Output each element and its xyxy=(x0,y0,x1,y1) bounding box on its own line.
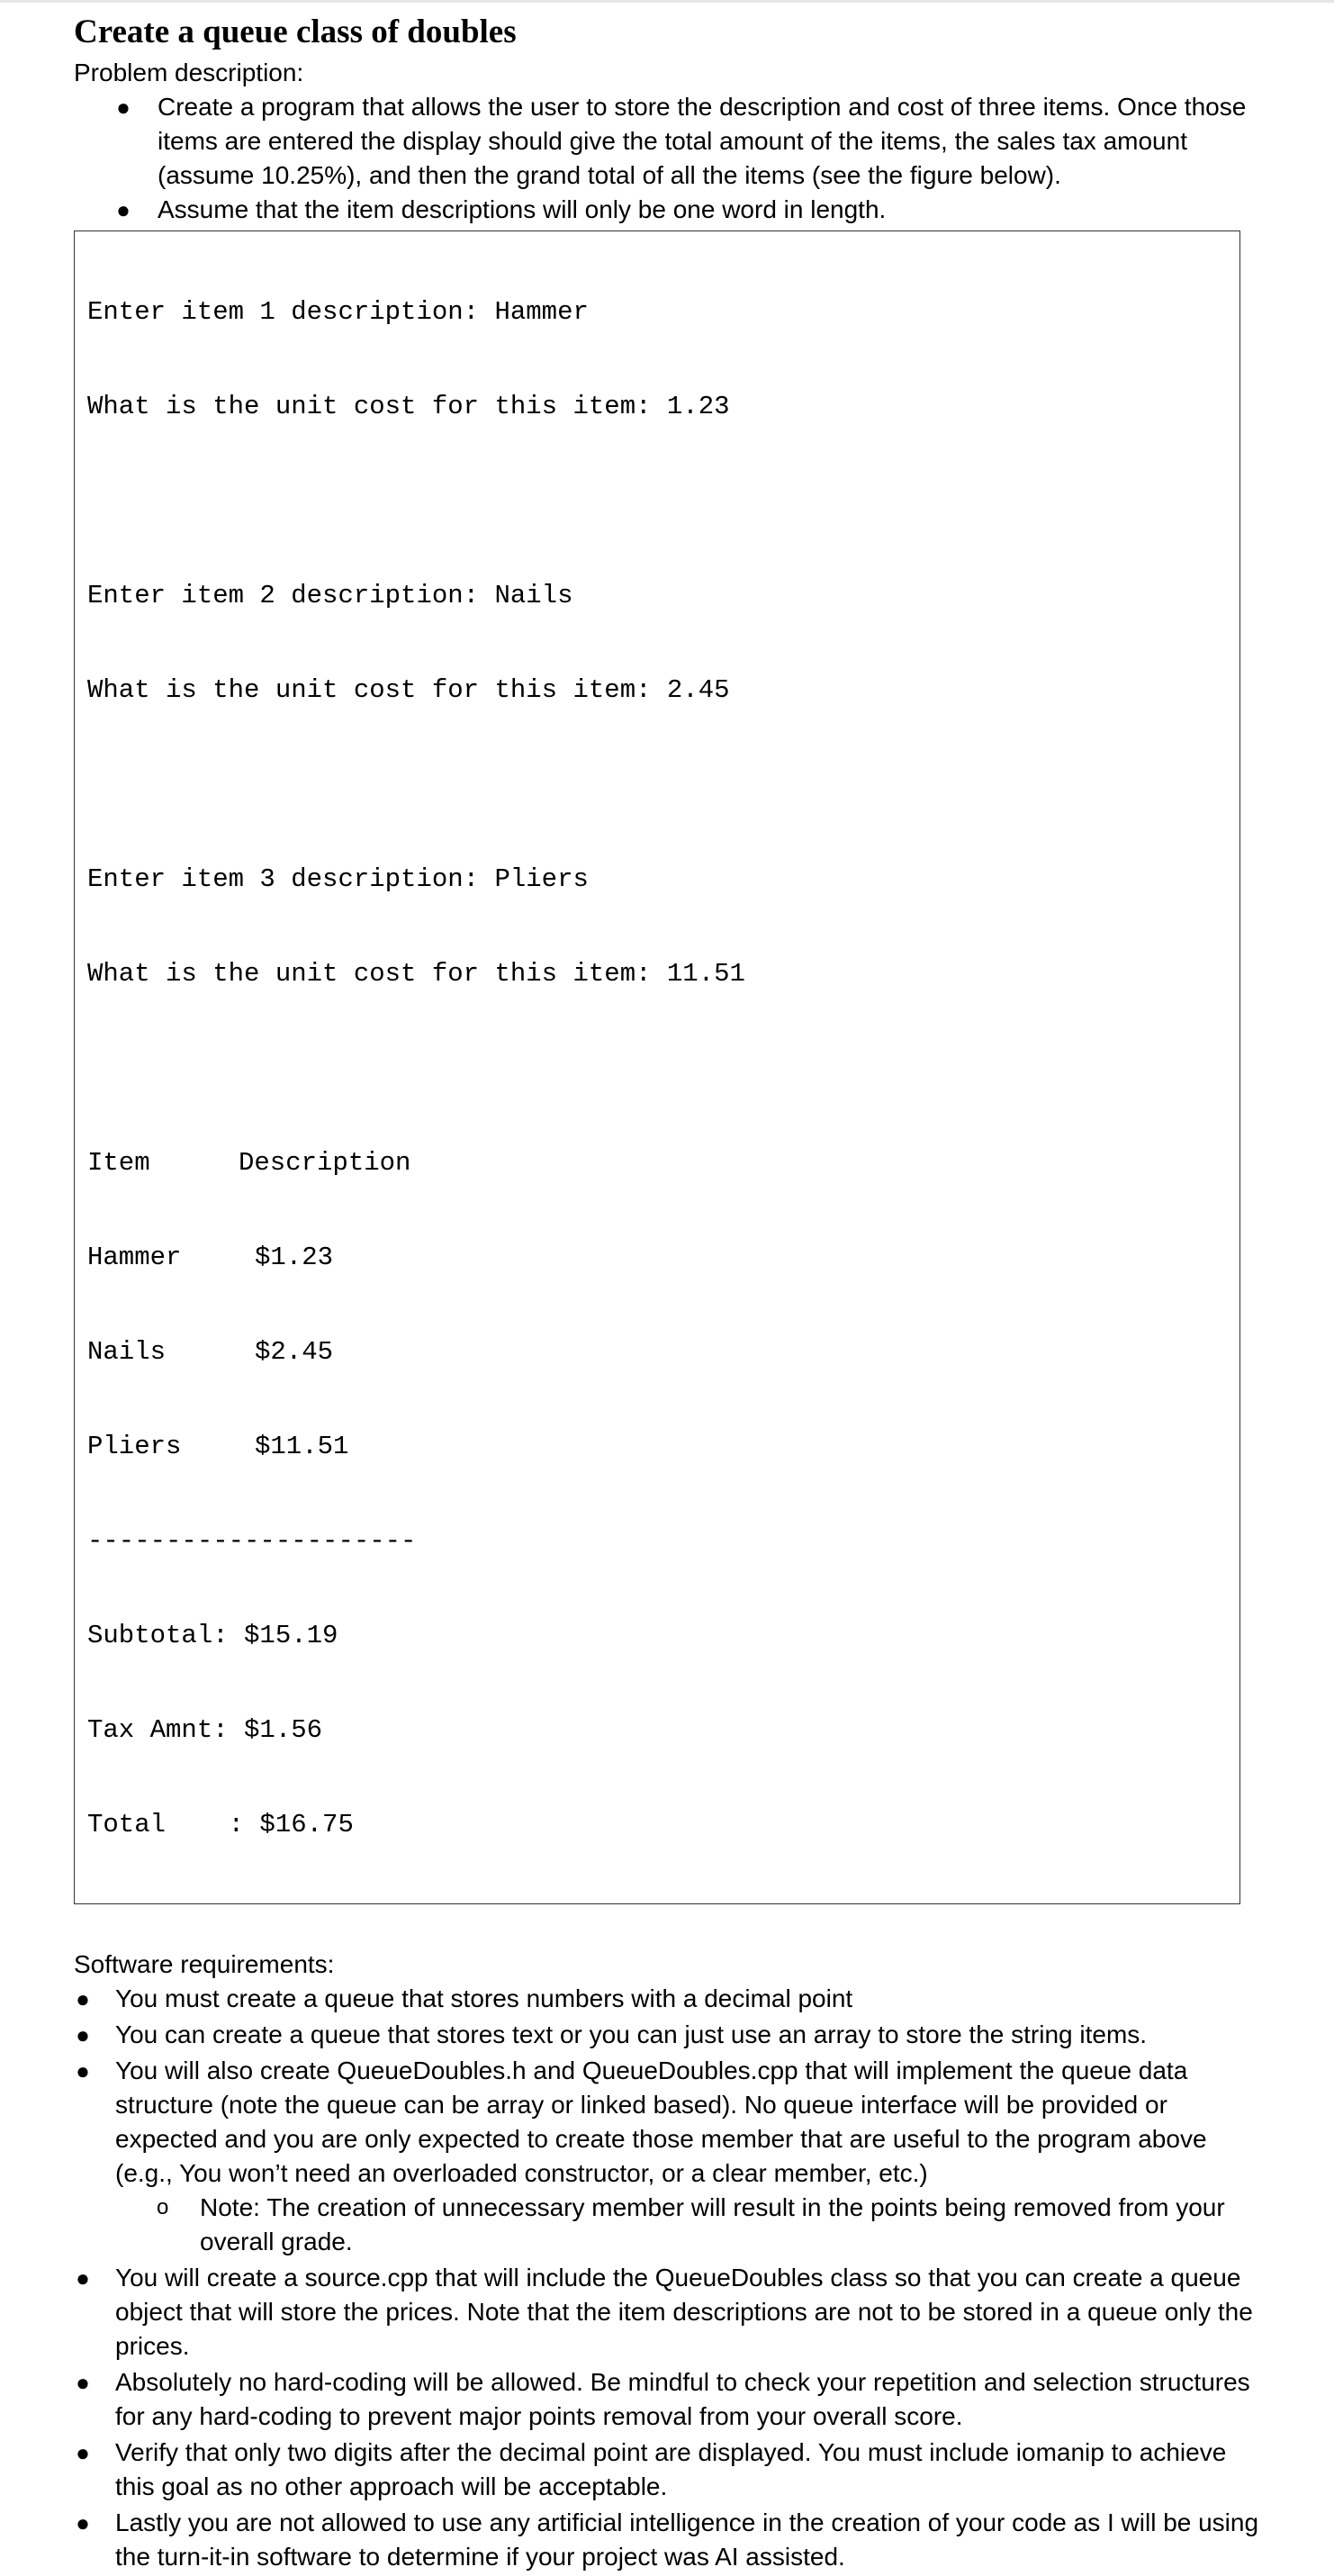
list-item-text: Verify that only two digits after the decimal point are displayed. You must include iomanip to achieve this goal as no other approach will be acceptable. xyxy=(115,2438,1227,2500)
list-item-text: You can create a queue that stores text or you can just use an array to store the string items. xyxy=(115,2020,1148,2048)
list-item xyxy=(74,2018,1271,2052)
console-table-row xyxy=(87,1242,1227,1273)
list-item-text: Create a program that allows the user to store the description and cost of three items. Once those items are entered the display should give the total amount of the items, the sales tax amount (assume 10.25%), and then the grand total of all the items (see the figure below). xyxy=(158,93,1247,189)
list-item-text: You must create a queue that stores numbers with a decimal point xyxy=(115,1984,853,2012)
list-item-text: Lastly you are not allowed to use any artificial intelligence in the creation of your code as I will be using the turn-it-in software to determine if your project was AI assisted. xyxy=(115,2508,1259,2571)
console-line: What is the unit cost for this item: 11.51 xyxy=(87,959,745,989)
sub-list xyxy=(115,2191,1271,2259)
hollow-bullet-icon: o xyxy=(157,2195,169,2219)
console-tax: Tax Amnt: $1.56 xyxy=(87,1715,323,1745)
console-subtotal: Subtotal: $15.19 xyxy=(87,1621,338,1650)
console-total: Total : $16.75 xyxy=(87,1810,354,1839)
list-item xyxy=(74,2436,1271,2504)
problem-description-list xyxy=(74,90,1271,227)
console-table-header xyxy=(87,1147,1227,1179)
console-line: What is the unit cost for this item: 2.45 xyxy=(87,675,730,705)
console-table-item: Hammer xyxy=(87,1243,182,1272)
bullet-icon: ● xyxy=(76,2057,90,2084)
console-line: Enter item 1 description: Hammer xyxy=(87,297,589,327)
list-item xyxy=(74,2261,1271,2364)
list-item xyxy=(74,2054,1271,2259)
software-requirements-list xyxy=(74,1982,1271,2574)
list-item-text: Assume that the item descriptions will only be one word in length. xyxy=(158,195,887,223)
console-table-header-item: Item xyxy=(87,1148,150,1178)
sub-list-item-text: Note: The creation of unnecessary member will result in the points being removed from your overall grade. xyxy=(200,2193,1225,2255)
console-output-figure xyxy=(74,230,1240,1904)
list-item-text: You will also create QueueDoubles.h and QueueDoubles.cpp that will implement the queue data structure (note the queue can be array or linked based). No queue interface will be provided or expected and you are only expected to create those member that are useful to the program above (e.g., You won’t need an overloaded constructor, or a clear member, etc.) xyxy=(115,2056,1207,2187)
console-table-row xyxy=(87,1431,1227,1462)
bullet-icon: ● xyxy=(76,2439,90,2466)
bullet-icon: ● xyxy=(76,2021,90,2048)
console-line: What is the unit cost for this item: 1.23 xyxy=(87,392,730,421)
software-requirements-label: Software requirements: xyxy=(74,1950,335,1978)
problem-description-label: Problem description: xyxy=(74,59,304,86)
sub-list-item xyxy=(115,2191,1271,2259)
page-title: Create a queue class of doubles xyxy=(74,14,517,50)
top-rule xyxy=(0,0,1334,3)
bullet-icon: ● xyxy=(76,2369,90,2396)
console-separator: --------------------- xyxy=(87,1526,417,1556)
list-item-text: You will create a source.cpp that will include the QueueDoubles class so that you can create a queue object that will store the prices. Note that the item descriptions are not to be stored in a queue only the prices. xyxy=(115,2264,1253,2360)
list-item xyxy=(74,2506,1271,2574)
bullet-icon: ● xyxy=(76,1985,90,2012)
console-table-item: Pliers xyxy=(87,1432,182,1461)
console-table-row xyxy=(87,1336,1227,1368)
list-item-text: Absolutely no hard-coding will be allowed. Be mindful to check your repetition and selection structures for any hard-coding to prevent major points removal from your overall score. xyxy=(115,2368,1250,2430)
console-table-header-description: Description xyxy=(239,1148,411,1178)
bullet-icon: ● xyxy=(76,2509,90,2536)
list-item xyxy=(74,1982,1271,2016)
console-line: Enter item 2 description: Nails xyxy=(87,581,573,610)
document-page xyxy=(74,9,1271,2576)
list-item xyxy=(74,2365,1271,2434)
console-table-price: $2.45 xyxy=(255,1337,334,1367)
bullet-icon: ● xyxy=(76,2264,90,2291)
console-line: Enter item 3 description: Pliers xyxy=(87,864,589,894)
console-table-price: $1.23 xyxy=(255,1243,334,1272)
bullet-icon: ● xyxy=(116,196,131,223)
list-item xyxy=(74,90,1271,193)
console-table-item: Nails xyxy=(87,1337,167,1367)
list-item xyxy=(74,193,1271,227)
bullet-icon: ● xyxy=(116,94,131,121)
console-table-price: $11.51 xyxy=(255,1432,349,1461)
